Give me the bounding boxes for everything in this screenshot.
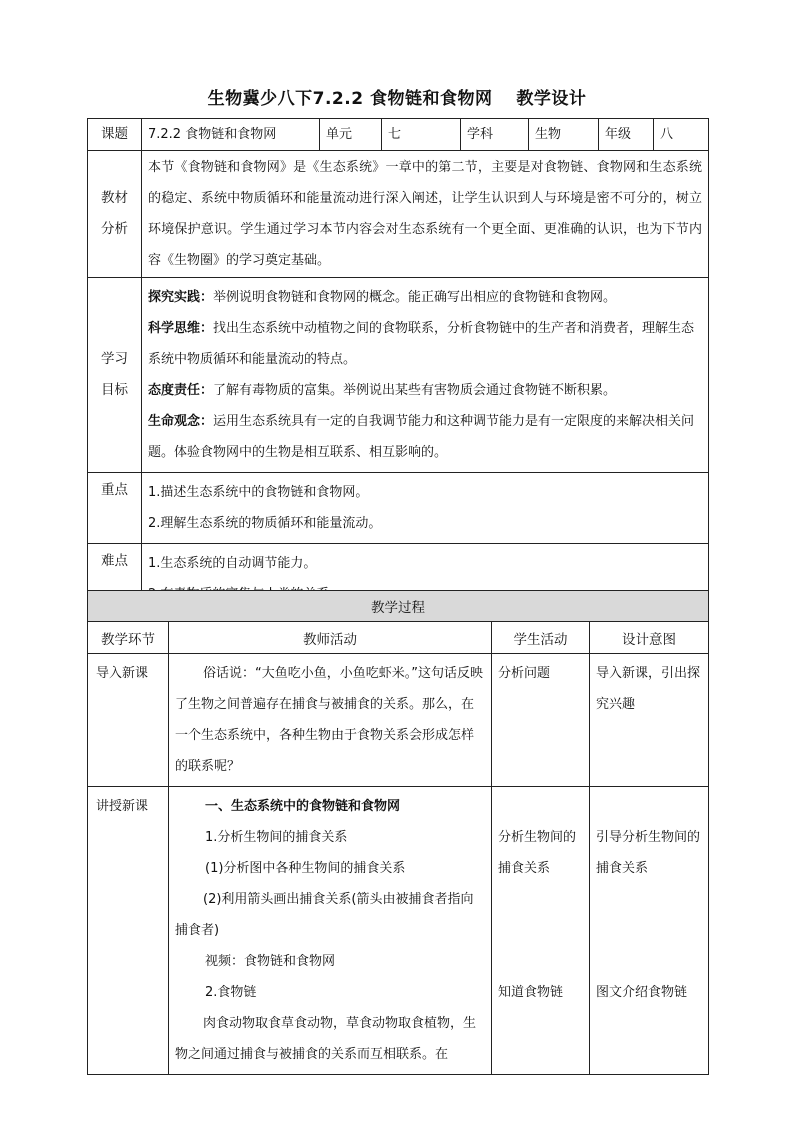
key-points-list	[142, 473, 709, 544]
teacher-line: 2.食物链	[205, 985, 257, 1000]
objective-text: 运用生态系统具有一定的自我调节能力和这种调节能力是有一定限度的来解决相关问题。体验食物网中的生物是相互联系、相互影响的。	[148, 414, 695, 460]
new-lesson-teacher-activity	[169, 787, 492, 1075]
objectives-list	[142, 278, 709, 473]
difficult-points-label: 难点	[88, 544, 142, 615]
material-analysis-row	[88, 151, 709, 278]
page-title: 生物冀少八下7.2.2 食物链和食物网 教学设计	[207, 89, 587, 109]
key-points-row	[88, 473, 709, 544]
design-intent-1: 引导分析生物间的捕食关系	[596, 830, 701, 876]
unit-label: 单元	[320, 119, 382, 151]
column-header-teacher: 教师活动	[169, 622, 492, 654]
objective-text: 举例说明食物链和食物网的概念。能正确写出相应的食物链和食物网。	[213, 290, 617, 305]
column-header-intent: 设计意图	[590, 622, 709, 654]
objective-head: 态度责任：	[148, 383, 214, 398]
design-intent-2: 图文介绍食物链	[596, 985, 688, 1000]
objective-item	[148, 406, 702, 468]
intro-teacher-activity: 俗话说：“大鱼吃小鱼，小鱼吃虾米。”这句话反映了生物之间普遍存在捕食与被捕食的关系。那么，在一个生态系统中，各种生物由于食物关系会形成怎样的联系呢？	[169, 654, 492, 787]
process-header-row	[88, 622, 709, 654]
grade-label: 年级	[599, 119, 654, 151]
grade-value: 八	[654, 119, 709, 151]
student-activity-2: 知道食物链	[498, 985, 564, 1000]
objective-head: 探究实践：	[148, 290, 214, 305]
teacher-line: (2)利用箭头画出捕食关系(箭头由被捕食者指向捕食者)	[175, 892, 474, 938]
material-analysis-label	[88, 151, 142, 278]
objective-text: 找出生态系统中动植物之间的食物联系，分析食物链中的生产者和消费者，理解生态系统中物质循环和能量流动的特点。	[148, 321, 695, 367]
teacher-line: 肉食动物取食草食动物，草食动物取食植物，生物之间通过捕食与被捕食的关系而互相联系。在	[175, 1016, 477, 1062]
material-analysis-label-2: 分析	[101, 221, 128, 237]
objective-item	[148, 313, 702, 375]
key-point-item: 2.理解生态系统的物质循环和能量流动。	[148, 516, 382, 531]
header-row	[88, 119, 709, 151]
topic-value: 7.2.2 食物链和食物网	[142, 119, 320, 151]
objective-head: 科学思维：	[148, 321, 214, 336]
material-analysis-text: 本节《食物链和食物网》是《生态系统》一章中的第二节，主要是对食物链、食物网和生态系统的稳定、系统中物质循环和能量流动进行深入阐述，让学生认识到人与环境是密不可分的，树立环境保护意识。学生通过学习本节内容会对生态系统有一个更全面、更准确的认识，也为下节内容《生物圈》的学习奠定基础。	[142, 151, 709, 278]
intro-student-activity: 分析问题	[492, 654, 590, 787]
intro-stage: 导入新课	[88, 654, 169, 787]
student-activity-1: 分析生物间的捕食关系	[498, 830, 577, 876]
lesson-info-table	[87, 118, 709, 615]
teaching-process-table	[87, 590, 709, 1075]
new-lesson-stage: 讲授新课	[88, 787, 169, 1075]
objectives-row	[88, 278, 709, 473]
teacher-line: (1)分析图中各种生物间的捕食关系	[205, 861, 406, 876]
process-title-row	[88, 591, 709, 622]
material-analysis-label-1: 教材	[101, 190, 128, 206]
objectives-label	[88, 278, 142, 473]
subject-value: 生物	[529, 119, 599, 151]
new-lesson-student-activity	[492, 787, 590, 1075]
key-point-item: 1.描述生态系统中的食物链和食物网。	[148, 485, 369, 500]
objectives-label-2: 目标	[101, 382, 128, 398]
topic-label: 课题	[88, 119, 142, 151]
intro-design-intent: 导入新课，引出探究兴趣	[590, 654, 709, 787]
column-header-stage: 教学环节	[88, 622, 169, 654]
intro-row	[88, 654, 709, 787]
unit-value: 七	[382, 119, 461, 151]
new-lesson-design-intent	[590, 787, 709, 1075]
column-header-student: 学生活动	[492, 622, 590, 654]
teacher-line: 视频：食物链和食物网	[205, 954, 336, 969]
objective-text: 了解有毒物质的富集。举例说出某些有害物质会通过食物链不断积累。	[213, 383, 617, 398]
key-points-label: 重点	[88, 473, 142, 544]
subject-label: 学科	[461, 119, 529, 151]
objective-item	[148, 375, 702, 406]
objective-head: 生命观念：	[148, 414, 214, 429]
objective-item	[148, 282, 702, 313]
difficult-point-item: 1.生态系统的自动调节能力。	[148, 556, 317, 571]
new-lesson-row	[88, 787, 709, 1075]
objectives-label-1: 学习	[101, 351, 128, 367]
section-heading: 一、生态系统中的食物链和食物网	[205, 799, 401, 814]
teacher-line: 1.分析生物间的捕食关系	[205, 830, 348, 845]
process-section-title: 教学过程	[88, 591, 709, 622]
